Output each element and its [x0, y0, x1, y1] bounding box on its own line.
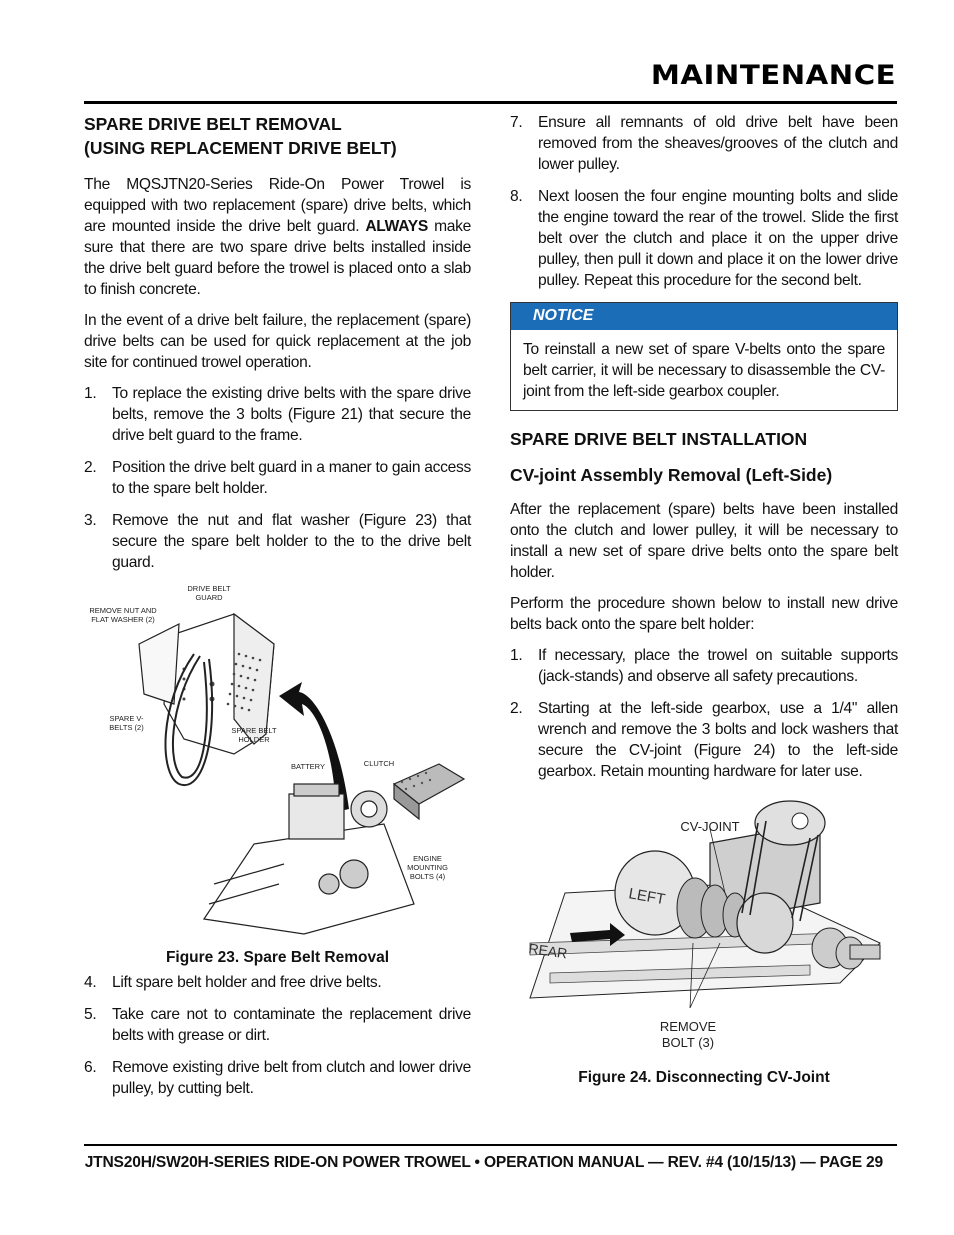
label-remove-nut: REMOVE NUT AND FLAT WASHER (2)	[89, 606, 157, 624]
left-column	[84, 112, 471, 1110]
procedure-paragraph: Perform the procedure shown below to install new drive belts back onto the spare belt holder:	[510, 595, 898, 633]
list-item-text: Remove existing drive belt from clutch and lower drive pulley, by cutting belt.	[112, 1059, 471, 1097]
install-heading: SPARE DRIVE BELT INSTALLATION	[510, 429, 808, 449]
list-item	[84, 510, 471, 573]
list-item-number: 6.	[84, 1059, 97, 1076]
list-item-text: Lift spare belt holder and free drive belts.	[112, 974, 382, 991]
cv-joint-heading: CV-joint Assembly Removal (Left-Side)	[510, 465, 833, 485]
list-item-number: 4.	[84, 974, 97, 991]
notice-body: To reinstall a new set of spare V-belts onto the spare belt carrier, it will be necessary to disassemble the CV-joint from the left-side gearbox coupler.	[523, 341, 885, 400]
list-item	[84, 383, 471, 446]
notice-box	[510, 302, 898, 411]
failure-paragraph: In the event of a drive belt failure, the replacement (spare) drive belts can be used for quick replacement at the job site for continued trowel operation.	[84, 312, 471, 371]
list-item-number: 1.	[510, 647, 523, 664]
label-engine-bolts: ENGINE MOUNTING BOLTS (4)	[407, 854, 448, 881]
list-item-number: 2.	[510, 700, 523, 717]
list-item	[510, 645, 898, 687]
label-battery: BATTERY	[291, 762, 325, 771]
list-item-number: 2.	[84, 459, 97, 476]
header-rule	[84, 101, 897, 104]
figure-23	[84, 584, 471, 972]
list-item	[510, 186, 898, 291]
page-title: MAINTENANCE	[650, 60, 896, 91]
list-item	[84, 972, 471, 993]
label-spare-vbelts: SPARE V-BELTS (2)	[109, 714, 144, 732]
list-item-text: Starting at the left-side gearbox, use a 1/4" allen wrench and remove the 3 bolts and lock washers that secure the CV-joint (Figure 24) to the left-side gearbox. Retain mounting hardware for later use.	[538, 700, 898, 780]
spare-belt-removal-illustration	[84, 584, 471, 944]
list-item-text: Next loosen the four engine mounting bolts and slide the engine toward the rear of the trowel. Slide the first belt over the clutch and place it on the upper drive pulley, then pull it down and place it on the lower drive pulley. Repeat this procedure for the second belt.	[538, 188, 898, 289]
figure-23-caption: Figure 23. Spare Belt Removal	[165, 949, 390, 966]
list-item-text: Take care not to contaminate the replacement drive belts with grease or dirt.	[112, 1006, 471, 1044]
steps-list-b	[84, 972, 471, 1099]
label-remove-bolt: REMOVE BOLT (3)	[659, 1019, 717, 1050]
install-paragraph: After the replacement (spare) belts have been installed onto the clutch and lower pulley, it will be necessary to install a new set of spare drive belts onto the spare belt holder.	[510, 501, 898, 581]
list-item-text: If necessary, place the trowel on suitable supports (jack-stands) and observe all safety precautions.	[538, 647, 898, 685]
label-left-text: LEFT	[627, 885, 667, 909]
list-item	[510, 698, 898, 782]
list-item-number: 8.	[510, 188, 523, 205]
list-item-text: Ensure all remnants of old drive belt have been removed from the sheaves/grooves of the clutch and lower pulley.	[538, 114, 898, 173]
list-item-number: 7.	[510, 114, 523, 131]
list-item-text: Position the drive belt guard in a maner to gain access to the spare belt holder.	[112, 459, 471, 497]
steps-list-c	[510, 112, 898, 291]
figure-24	[510, 793, 898, 1093]
page-footer: JTNS20H/SW20H-SERIES RIDE-ON POWER TROWEL • OPERATION MANUAL — REV. #4 (10/15/13) — PAGE 29	[84, 1154, 883, 1171]
list-item-number: 1.	[84, 385, 97, 402]
intro-paragraph: The MQSJTN20-Series Ride-On Power Trowel is equipped with two replacement (spare) drive belts, which are mounted inside the drive belt guard. ALWAYS make sure that there are two spare drive belts installed inside the drive belt guard before the trowel is placed onto a slab to finish concrete.	[84, 176, 472, 298]
footer-rule	[84, 1144, 897, 1146]
section-subheading: (USING REPLACEMENT DRIVE BELT)	[84, 138, 397, 158]
label-cv-joint: CV-JOINT	[680, 819, 740, 834]
label-spare-belt-holder: SPARE BELT HOLDER	[231, 726, 277, 744]
list-item	[510, 112, 898, 175]
figure-24-caption: Figure 24. Disconnecting CV-Joint	[578, 1069, 830, 1086]
section-heading: SPARE DRIVE BELT REMOVAL	[84, 114, 342, 134]
label-clutch: CLUTCH	[363, 759, 395, 768]
label-drive-belt-guard: DRIVE BELT GUARD	[187, 584, 231, 602]
list-item-text: Remove the nut and flat washer (Figure 23) that secure the spare belt holder to the to the drive belt guard.	[112, 512, 471, 571]
notice-title: NOTICE	[511, 303, 897, 330]
list-item	[84, 1057, 471, 1099]
list-item	[84, 1004, 471, 1046]
right-column	[510, 112, 898, 1093]
list-item	[84, 457, 471, 499]
steps-list-a	[84, 383, 471, 573]
label-rear-text: REAR	[527, 940, 569, 962]
list-item-text: To replace the existing drive belts with the spare drive belts, remove the 3 bolts (Figure 21) that secure the drive belt guard to the frame.	[112, 385, 471, 444]
steps-list-d	[510, 645, 898, 782]
list-item-number: 3.	[84, 512, 97, 529]
list-item-number: 5.	[84, 1006, 97, 1023]
